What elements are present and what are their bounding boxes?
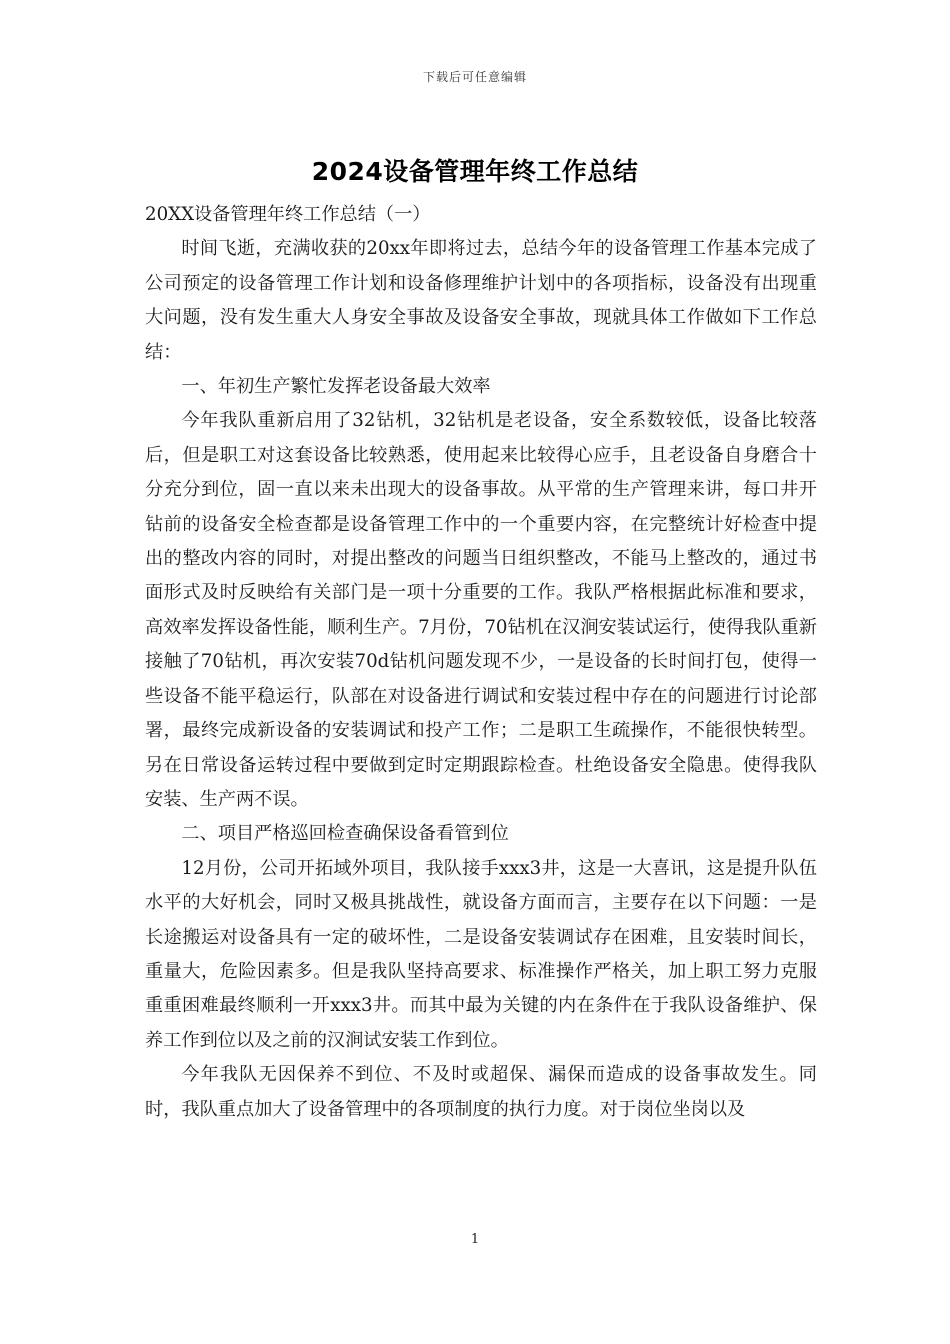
section-heading-2: 二、项目严格巡回检查确保设备看管到位 <box>181 823 509 845</box>
paragraph-intro: 时间飞逝，充满收获的20xx年即将过去，总结今年的设备管理工作基本完成了公司预定的设备管理工作计划和设备修理维护计划中的各项指标，设备没有出现重大问题，没有发生重大人身安全事故及设备安全事故，现就具体工作做如下工作总结： <box>145 238 817 363</box>
paragraph-section-1: 今年我队重新启用了32钻机，32钻机是老设备，安全系数较低，设备比较落后，但是职工对这套设备比较熟悉，使用起来比较得心应手，且老设备自身磨合十分充分到位，固一直以来未出现大的设备事故。从平常的生产管理来讲，每口井开钻前的设备安全检查都是设备管理工作中的一个重要内容，在完整统计好检查中提出的整改内容的同时，对提出整改的问题当日组织整改，不能马上整改的，通过书面形式及时反映给有关部门是一项十分重要的工作。我队严格根据此标准和要求，高效率发挥设备性能，顺利生产。7月份，70钻机在汉涧安装试运行，使得我队重新接触了70钻机，再次安装70d钻机问题发现不少，一是设备的长时间打包，使得一些设备不能平稳运行，队部在对设备进行调试和安装过程中存在的问题进行讨论部署，最终完成新设备的安装调试和投产工作；二是职工生疏操作，不能很快转型。另在日常设备运转过程中要做到定时定期跟踪检查。杜绝设备安全隐患。使得我队安装、生产两不误。 <box>145 410 817 810</box>
paragraph-continued: 今年我队无因保养不到位、不及时或超保、漏保而造成的设备事故发生。同时，我队重点加大了设备管理中的各项制度的执行力度。对于岗位坐岗以及 <box>145 1064 817 1120</box>
document-title: 2024设备管理年终工作总结 <box>311 157 639 186</box>
section-heading-1: 一、年初生产繁忙发挥老设备最大效率 <box>181 376 491 398</box>
page-header-note: 下载后可任意编辑 <box>422 70 527 84</box>
document-body <box>145 198 817 1127</box>
page-number: 1 <box>470 1232 480 1247</box>
paragraph-section-2: 12月份，公司开拓域外项目，我队接手xxx3井，这是一大喜讯，这是提升队伍水平的大好机会，同时又极具挑战性，就设备方面而言，主要存在以下问题：一是长途搬运对设备具有一定的破坏性，二是设备安装调试存在困难，且安装时间长，重量大，危险因素多。但是我队坚持高要求、标准操作严格关，加上职工努力克服重重困难最终顺利一开xxx3井。而其中最为关键的内在条件在于我队设备维护、保养工作到位以及之前的汉涧试安装工作到位。 <box>145 857 817 1051</box>
section-subtitle: 20XX设备管理年终工作总结（一） <box>145 204 431 225</box>
